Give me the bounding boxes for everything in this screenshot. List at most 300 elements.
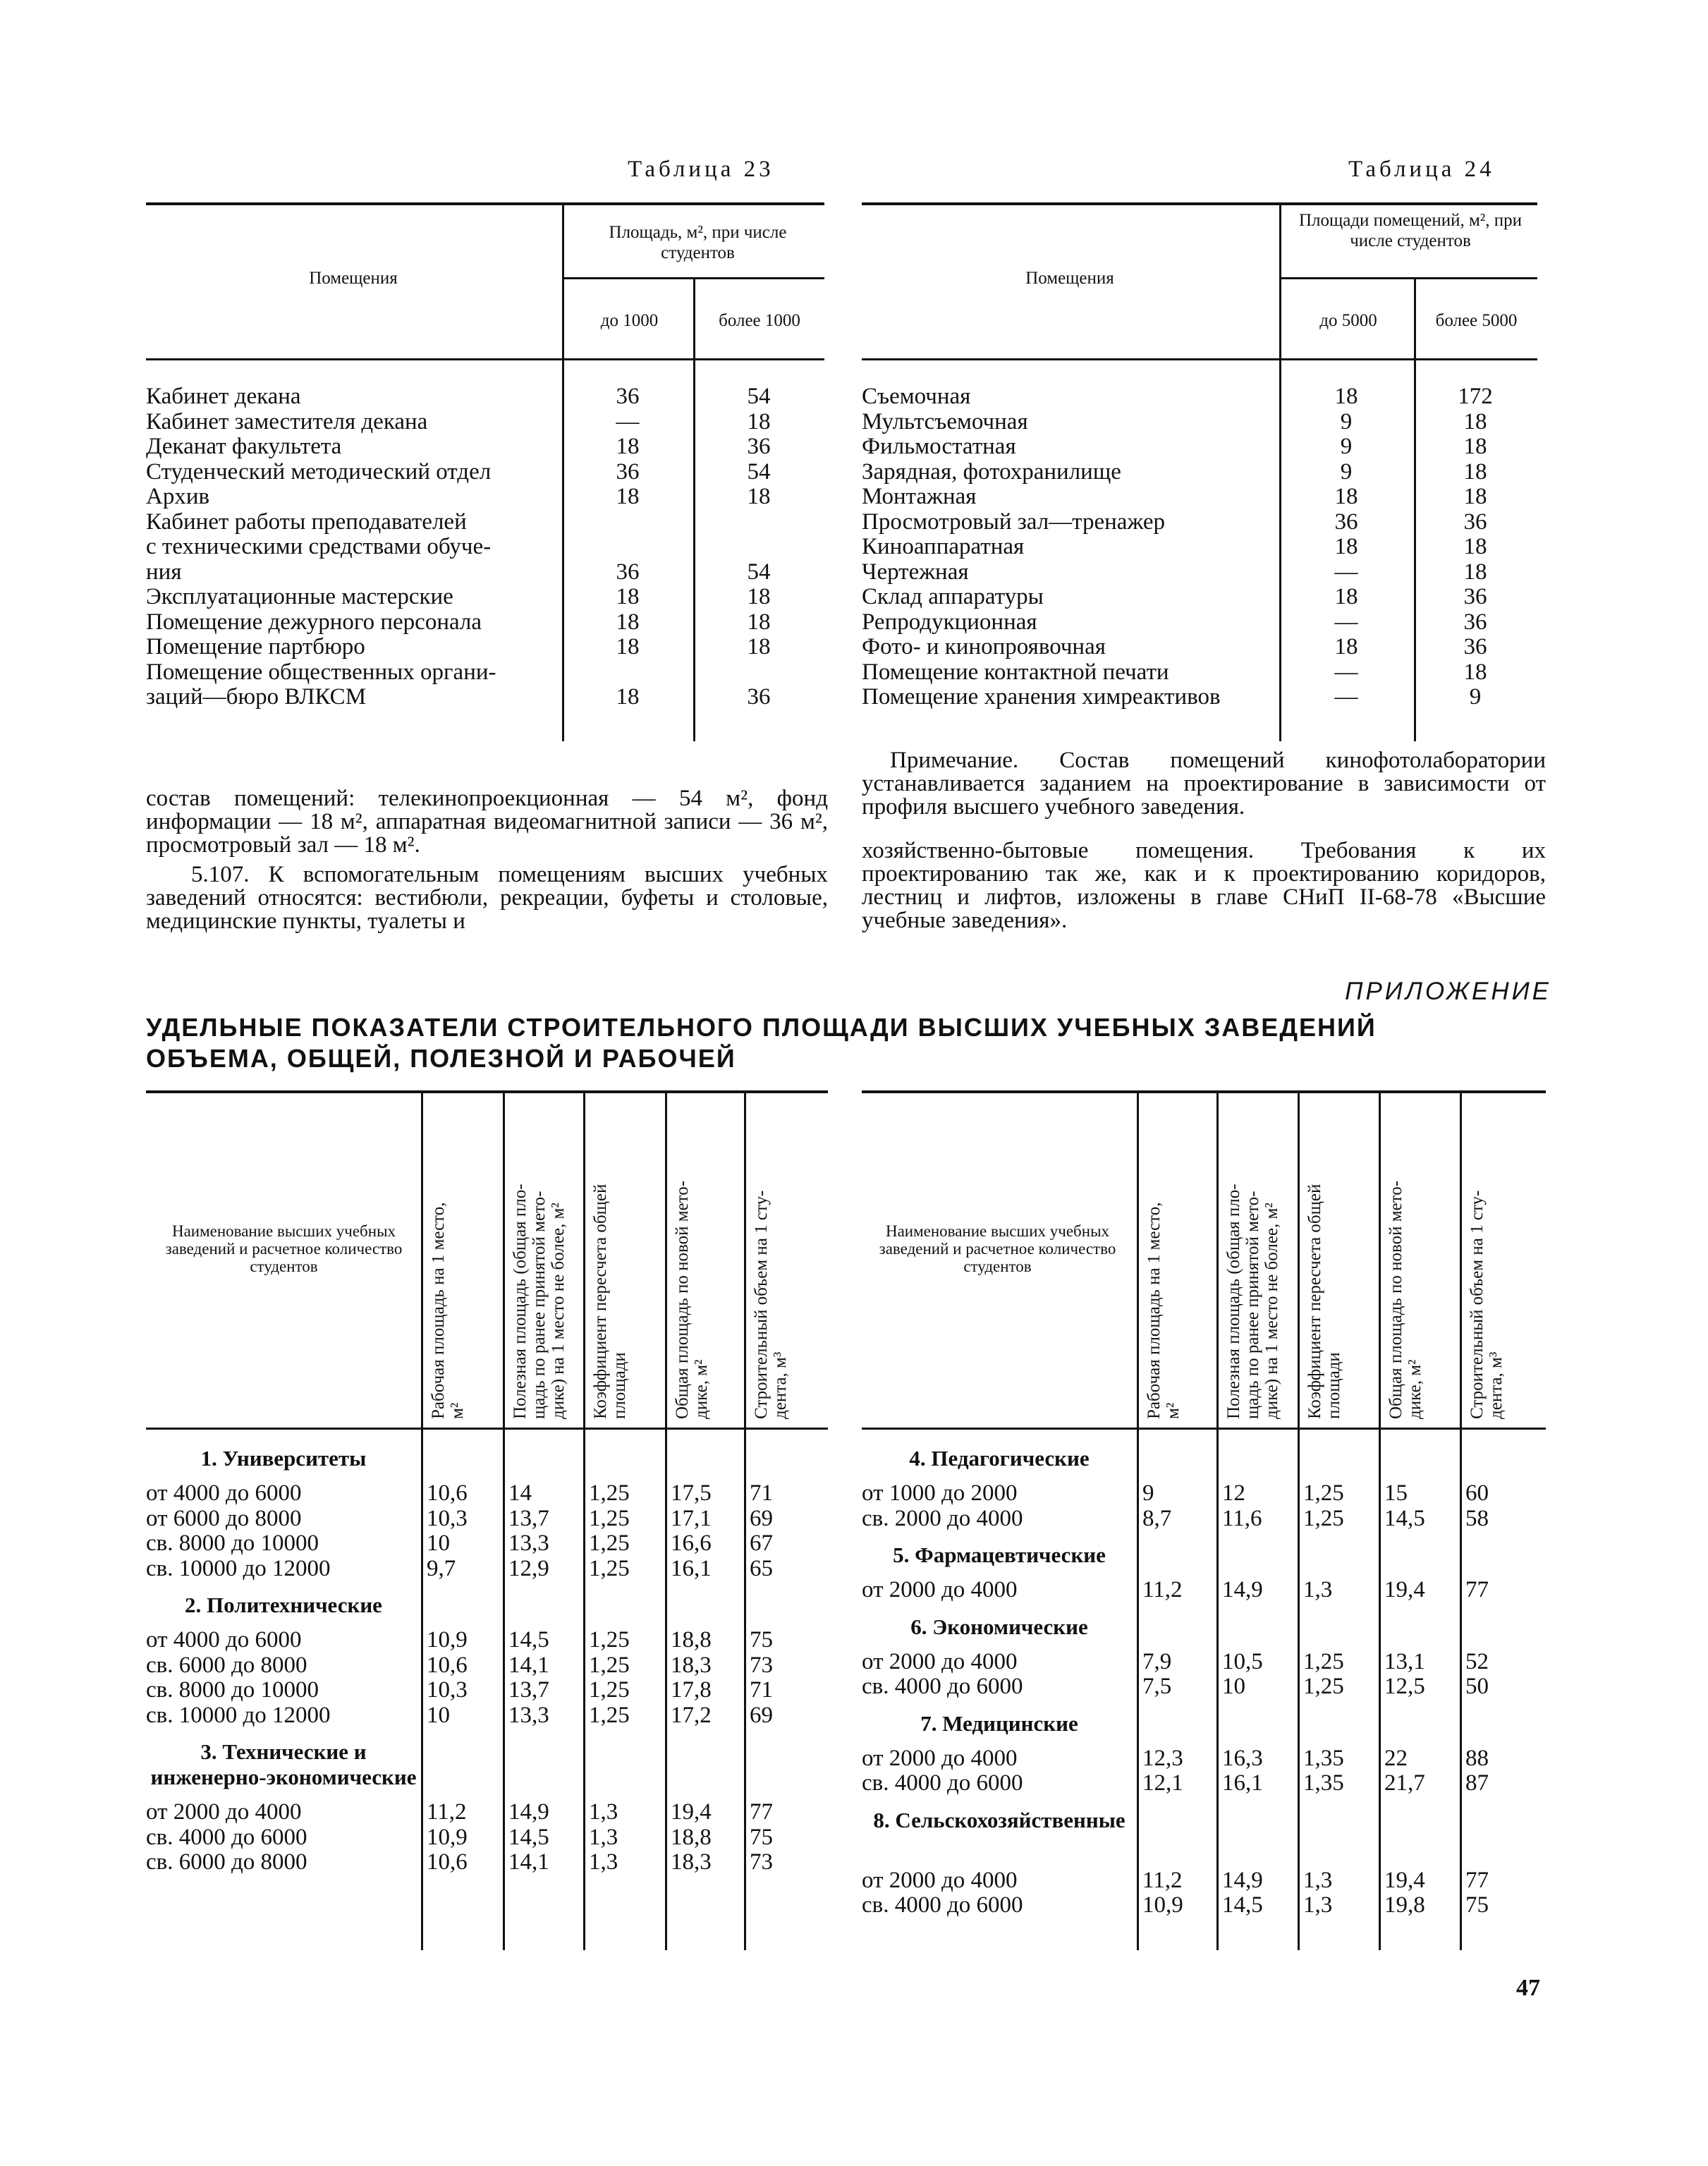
cell-value: 69 <box>750 1702 773 1728</box>
section-heading: 1. Университеты <box>200 1446 367 1471</box>
page-number: 47 <box>1516 1975 1540 2001</box>
cell-value: 13,3 <box>508 1702 549 1728</box>
value-a: 36 <box>1334 509 1358 535</box>
room-name: Чертежная <box>862 559 969 585</box>
cell-value: 1,3 <box>1303 1892 1333 1918</box>
room-name: Кабинет заместителя декана <box>146 409 428 434</box>
cell-value: 14,9 <box>1222 1867 1263 1893</box>
room-name: Помещение дежурного персонала <box>146 609 482 635</box>
cell-value: 1,3 <box>589 1824 618 1850</box>
column-divider <box>1460 1093 1462 1950</box>
row-name: от 1000 до 2000 <box>862 1480 1018 1506</box>
table23-col-room: Помещения <box>309 269 398 288</box>
cell-value: 1,25 <box>589 1480 630 1506</box>
header-line: Рабочая площадь на 1 место, <box>429 1202 448 1419</box>
value-a: 36 <box>616 559 640 585</box>
table-row <box>862 460 1537 485</box>
table-row <box>862 560 1537 585</box>
cell-value: 77 <box>750 1799 773 1825</box>
value-b: 54 <box>747 458 771 485</box>
row-name: св. 6000 до 8000 <box>146 1849 307 1875</box>
row-name: св. 4000 до 6000 <box>862 1674 1023 1699</box>
appendix-title-line2: ОБЪЕМА, ОБЩЕЙ, ПОЛЕЗНОЙ И РАБОЧЕЙ <box>146 1044 736 1073</box>
table-row <box>862 384 1537 410</box>
room-name: Монтажная <box>862 485 977 509</box>
cell-value: 75 <box>1465 1892 1489 1918</box>
cell-value: 77 <box>1465 1867 1489 1893</box>
header-line: Коэффициент пересчета общей <box>591 1184 610 1419</box>
row-name: от 4000 до 6000 <box>146 1627 302 1653</box>
cell-value: 75 <box>750 1627 773 1653</box>
cell-value: 69 <box>750 1505 773 1531</box>
row-name: от 2000 до 4000 <box>146 1799 302 1825</box>
appendix-title-line1: УДЕЛЬНЫЕ ПОКАЗАТЕЛИ СТРОИТЕЛЬНОГО ПЛОЩАДИ ВЫСШИХ УЧЕБНЫХ ЗАВЕДЕНИЙ <box>146 1013 1377 1042</box>
value-a: 9 <box>1340 458 1353 485</box>
cell-value: 52 <box>1465 1648 1489 1674</box>
cell-value: 14,9 <box>508 1799 549 1825</box>
table-row <box>146 635 824 660</box>
cell-value: 1,25 <box>1303 1480 1344 1506</box>
cell-value: 10,3 <box>427 1505 468 1531</box>
cell-value: 13,7 <box>508 1677 549 1703</box>
value-a: 18 <box>1334 384 1358 409</box>
column-divider <box>1379 1093 1381 1950</box>
cell-value: 10 <box>1222 1674 1245 1699</box>
column-divider <box>1216 1093 1219 1950</box>
room-name: Кабинет работы преподавателей <box>146 509 467 535</box>
value-b: 18 <box>1463 534 1487 559</box>
table-row <box>146 510 824 535</box>
value-b: 18 <box>1463 434 1487 459</box>
cell-value: 10,6 <box>427 1652 468 1678</box>
section-heading: 7. Медицинские <box>920 1710 1078 1736</box>
value-a: 18 <box>616 584 640 609</box>
section-heading: 6. Экономические <box>910 1614 1088 1639</box>
room-name: ния <box>146 559 182 585</box>
table-row <box>862 685 1537 710</box>
cell-value: 11,6 <box>1222 1505 1262 1531</box>
value-b: 18 <box>1463 659 1487 685</box>
cell-value: 1,3 <box>589 1799 618 1825</box>
cell-value: 10,9 <box>427 1627 468 1653</box>
appx-right-header-rule <box>862 1428 1546 1430</box>
table-row <box>862 535 1537 560</box>
cell-value: 18,8 <box>671 1627 712 1653</box>
room-name: с техническими средствами обуче- <box>146 535 492 559</box>
cell-value: 16,1 <box>671 1555 712 1581</box>
value-a: 18 <box>1334 534 1358 559</box>
row-name: от 2000 до 4000 <box>862 1867 1018 1893</box>
value-b <box>693 510 824 535</box>
table23-col-group: Площадь, м², при числе студентов <box>609 223 787 262</box>
cell-value: 10,9 <box>1142 1892 1183 1918</box>
rotated-col-header <box>673 1102 711 1419</box>
cell-value: 1,25 <box>589 1555 630 1581</box>
cell-value: 73 <box>750 1652 773 1678</box>
cell-value: 10,3 <box>427 1677 468 1703</box>
cell-value: 1,3 <box>1303 1867 1333 1893</box>
cell-value: 14 <box>508 1480 532 1506</box>
cell-value: 11,2 <box>427 1799 467 1825</box>
header-line: дента, м³ <box>1487 1351 1506 1419</box>
cell-value: 12,9 <box>508 1555 549 1581</box>
table-row <box>862 635 1537 660</box>
room-name: Эксплуатационные мастерские <box>146 585 453 609</box>
cell-value: 19,4 <box>671 1799 712 1825</box>
appx-right-name-col: Наименование высших учебных заведений и расчетное количество студентов <box>879 1222 1116 1275</box>
cell-value: 1,25 <box>589 1531 630 1556</box>
cell-value: 1,35 <box>1303 1770 1344 1796</box>
table-row <box>146 460 824 485</box>
value-b: 9 <box>1469 684 1482 710</box>
section-heading: 2. Политехнические <box>185 1593 382 1617</box>
cell-value: 71 <box>750 1677 773 1703</box>
section-heading: 4. Педагогические <box>909 1446 1090 1471</box>
value-b: 36 <box>1463 634 1487 659</box>
value-b: 18 <box>747 408 771 434</box>
cell-value: 13,3 <box>508 1531 549 1556</box>
table-row <box>862 610 1537 635</box>
appx-right-top-rule <box>862 1090 1546 1093</box>
cell-value: 8,7 <box>1142 1505 1172 1531</box>
row-name: св. 10000 до 12000 <box>146 1702 331 1728</box>
header-line: Строительный объем на 1 сту- <box>752 1190 771 1419</box>
cell-value: 1,25 <box>589 1702 630 1728</box>
cell-value: 10,6 <box>427 1480 468 1506</box>
cell-value: 10,5 <box>1222 1648 1263 1674</box>
cell-value: 7,5 <box>1142 1674 1172 1699</box>
table-row <box>862 410 1537 435</box>
cell-value: 10 <box>427 1702 450 1728</box>
cell-value: 14,9 <box>1222 1577 1263 1602</box>
rotated-col-header <box>1224 1102 1281 1419</box>
cell-value: 14,5 <box>1384 1505 1425 1531</box>
row-name: св. 4000 до 6000 <box>146 1824 307 1850</box>
row-name: от 2000 до 4000 <box>862 1745 1018 1771</box>
header-line: Полезная площадь (общая пло- <box>1224 1184 1243 1419</box>
table24-col-room: Помещения <box>1025 269 1114 288</box>
value-b: 18 <box>747 634 771 659</box>
value-a: 36 <box>616 384 640 409</box>
value-a: — <box>1334 659 1358 685</box>
column-divider <box>1298 1093 1300 1950</box>
room-name: Деканат факультета <box>146 434 342 459</box>
value-b: 18 <box>747 609 771 635</box>
cell-value: 16,1 <box>1222 1770 1263 1796</box>
cell-value: 18,3 <box>671 1849 712 1875</box>
table-row <box>146 685 824 710</box>
cell-value: 1,25 <box>589 1677 630 1703</box>
value-b: 18 <box>1463 559 1487 585</box>
table-row <box>862 434 1537 460</box>
column-divider <box>665 1093 667 1950</box>
section-heading: 8. Сельскохозяйственные <box>873 1807 1126 1832</box>
value-b: 36 <box>747 434 771 459</box>
cell-value: 10,9 <box>427 1824 468 1850</box>
room-name: Склад аппаратуры <box>862 585 1044 609</box>
row-name: от 6000 до 8000 <box>146 1505 302 1531</box>
cell-value: 7,9 <box>1142 1648 1172 1674</box>
cell-value: 67 <box>750 1531 773 1556</box>
value-a: — <box>1334 559 1358 585</box>
row-name: св. 8000 до 10000 <box>146 1531 319 1556</box>
cell-value: 16,3 <box>1222 1745 1263 1771</box>
table23-col-a: до 1000 <box>600 311 659 330</box>
right-paragraph: хозяйственно-бытовые помещения. Требования к их проектированию так же, как и к проектированию коридоров, лестниц и лифтов, изложены в главе СНиП II-68-78 «Высшие учебные заведения». <box>862 838 1546 933</box>
cell-value: 19,4 <box>1384 1577 1425 1602</box>
cell-value: 18,8 <box>671 1824 712 1850</box>
cell-value: 58 <box>1465 1505 1489 1531</box>
room-name: Кабинет декана <box>146 384 301 409</box>
table-row <box>146 485 824 510</box>
cell-value: 12,3 <box>1142 1745 1183 1771</box>
table24-sub-rule <box>1281 277 1537 279</box>
value-b: 18 <box>1463 484 1487 509</box>
note-paragraph: Примечание. Состав помещений кинофотолаборатории устанавливается заданием на проектирование в зависимости от профиля высшего учебного заведения. <box>862 748 1546 820</box>
header-line: щадь по ранее принятой мето- <box>530 1191 549 1419</box>
value-a: 18 <box>1334 634 1358 659</box>
appendix-label: ПРИЛОЖЕНИЕ <box>1345 978 1551 1005</box>
room-name: Репродукционная <box>862 609 1037 635</box>
value-a: 18 <box>1334 484 1358 509</box>
table-row <box>146 585 824 610</box>
header-line: дике, м² <box>692 1359 711 1419</box>
left-paragraph-2: 5.107. К вспомогательным помещениям высших учебных заведений относятся: вестибюли, рекреации, буфеты и столовые, медицинские пункты, туалеты и <box>146 862 828 934</box>
room-name: Помещение партбюро <box>146 635 365 659</box>
value-b: 36 <box>1463 584 1487 609</box>
table24-col-group: Площади помещений, м², при числе студентов <box>1298 211 1523 250</box>
cell-value: 17,8 <box>671 1677 712 1703</box>
value-a <box>562 510 693 535</box>
room-name: заций—бюро ВЛКСМ <box>146 685 367 710</box>
cell-value: 17,1 <box>671 1505 712 1531</box>
header-line: дике) на 1 место не более, м² <box>1262 1203 1281 1419</box>
column-divider <box>1137 1093 1139 1950</box>
rotated-col-header <box>429 1102 467 1419</box>
cell-value: 60 <box>1465 1480 1489 1506</box>
cell-value: 16,6 <box>671 1531 712 1556</box>
cell-value: 21,7 <box>1384 1770 1425 1796</box>
table24-header-rule <box>862 358 1537 360</box>
row-name: от 4000 до 6000 <box>146 1480 302 1506</box>
cell-value: 9,7 <box>427 1555 456 1581</box>
cell-value: 19,8 <box>1384 1892 1425 1918</box>
value-b: 54 <box>747 384 771 409</box>
cell-value: 1,35 <box>1303 1745 1344 1771</box>
appx-left-name-col: Наименование высших учебных заведений и расчетное количество студентов <box>165 1222 403 1275</box>
column-divider <box>421 1093 423 1950</box>
header-line: дике) на 1 место не более, м² <box>549 1203 568 1419</box>
cell-value: 9 <box>1142 1480 1154 1506</box>
row-name: св. 2000 до 4000 <box>862 1505 1023 1531</box>
cell-value: 1,25 <box>1303 1674 1344 1699</box>
value-a: 18 <box>1334 584 1358 609</box>
value-a: 18 <box>616 609 640 635</box>
header-line: Общая площадь по новой мето- <box>1386 1180 1405 1419</box>
rotated-col-header <box>1386 1102 1425 1419</box>
value-a: 9 <box>1340 408 1353 434</box>
cell-value: 1,3 <box>1303 1577 1333 1602</box>
header-line: Коэффициент пересчета общей <box>1305 1184 1324 1419</box>
row-name: св. 6000 до 8000 <box>146 1652 307 1678</box>
cell-value: 10,6 <box>427 1849 468 1875</box>
cell-value: 12,5 <box>1384 1674 1425 1699</box>
value-a: 36 <box>616 458 640 485</box>
value-a: 9 <box>1340 434 1353 459</box>
value-a: 18 <box>616 484 640 509</box>
cell-value: 88 <box>1465 1745 1489 1771</box>
header-line: площади <box>1324 1352 1343 1419</box>
table23-header-rule <box>146 358 824 360</box>
value-a: 18 <box>616 434 640 459</box>
cell-value: 11,2 <box>1142 1867 1183 1893</box>
header-line: площади <box>610 1352 629 1419</box>
section-heading: 5. Фармацевтические <box>893 1543 1106 1567</box>
cell-value: 22 <box>1384 1745 1408 1771</box>
table-row <box>146 610 824 635</box>
cell-value: 1,25 <box>589 1505 630 1531</box>
table-row <box>862 510 1537 535</box>
header-line: Общая площадь по новой мето- <box>673 1180 692 1419</box>
table23-body <box>146 384 824 710</box>
table-row <box>146 660 824 686</box>
row-name: от 2000 до 4000 <box>862 1648 1018 1674</box>
column-divider <box>744 1093 746 1950</box>
cell-value: 18,3 <box>671 1652 712 1678</box>
value-b: 36 <box>747 684 771 710</box>
cell-value: 1,25 <box>589 1627 630 1653</box>
cell-value: 10 <box>427 1531 450 1556</box>
column-divider <box>583 1093 585 1950</box>
cell-value: 14,5 <box>508 1824 549 1850</box>
header-line: м² <box>448 1402 467 1419</box>
cell-value: 71 <box>750 1480 773 1506</box>
rotated-col-header <box>511 1102 568 1419</box>
room-name: Студенческий методический отдел <box>146 459 492 485</box>
cell-value: 13,1 <box>1384 1648 1425 1674</box>
value-b <box>693 660 824 686</box>
cell-value: 17,5 <box>671 1480 712 1506</box>
room-name: Архив <box>146 485 210 509</box>
value-a <box>562 535 693 560</box>
table23-top-rule <box>146 202 824 205</box>
room-name: Помещение контактной печати <box>862 659 1169 685</box>
row-name: от 2000 до 4000 <box>862 1577 1018 1602</box>
cell-value: 14,5 <box>508 1627 549 1653</box>
room-name: Фильмостатная <box>862 434 1016 459</box>
row-name: св. 10000 до 12000 <box>146 1555 331 1581</box>
table23-col-b: более 1000 <box>719 311 800 330</box>
row-name: св. 4000 до 6000 <box>862 1770 1023 1796</box>
room-name: Помещение хранения химреактивов <box>862 685 1221 710</box>
header-line: дента, м³ <box>771 1351 790 1419</box>
appx-left-header-rule <box>146 1428 828 1430</box>
value-a: — <box>1334 609 1358 635</box>
cell-value: 1,3 <box>589 1849 618 1875</box>
cell-value: 11,2 <box>1142 1577 1183 1602</box>
value-b: 18 <box>1463 458 1487 485</box>
value-a: 18 <box>616 634 640 659</box>
cell-value: 12,1 <box>1142 1770 1183 1796</box>
cell-value: 19,4 <box>1384 1867 1425 1893</box>
table-row <box>146 410 824 435</box>
table-row <box>146 535 824 560</box>
rotated-col-header <box>591 1102 629 1419</box>
row-name: св. 4000 до 6000 <box>862 1892 1023 1918</box>
room-name: Мультсъемочная <box>862 409 1028 434</box>
value-b: 172 <box>1458 384 1493 409</box>
table24-caption: Таблица 24 <box>1348 157 1495 182</box>
value-a: — <box>616 408 640 434</box>
cell-value: 17,2 <box>671 1702 712 1728</box>
cell-value: 1,25 <box>589 1652 630 1678</box>
cell-value: 87 <box>1465 1770 1489 1796</box>
value-b: 36 <box>1463 609 1487 635</box>
rotated-col-header <box>1468 1102 1506 1419</box>
cell-value: 15 <box>1384 1480 1408 1506</box>
cell-value: 50 <box>1465 1674 1489 1699</box>
section-heading: 3. Технические и инженерно-экономические <box>150 1739 417 1789</box>
value-a: 18 <box>616 684 640 710</box>
column-divider <box>503 1093 505 1950</box>
value-b: 18 <box>1463 408 1487 434</box>
rotated-col-header <box>1305 1102 1343 1419</box>
cell-value: 1,25 <box>1303 1505 1344 1531</box>
room-name: Помещение общественных органи- <box>146 659 496 685</box>
rotated-col-header <box>1145 1102 1183 1419</box>
table-row <box>146 434 824 460</box>
header-line: дике, м² <box>1405 1359 1425 1419</box>
header-line: Полезная площадь (общая пло- <box>511 1184 530 1419</box>
room-name: Съемочная <box>862 384 971 409</box>
cell-value: 14,5 <box>1222 1892 1263 1918</box>
cell-value: 75 <box>750 1824 773 1850</box>
header-line: м² <box>1164 1402 1183 1419</box>
room-name: Киноаппаратная <box>862 535 1025 559</box>
value-a: — <box>1334 684 1358 710</box>
table-row <box>146 384 824 410</box>
table-row <box>862 660 1537 686</box>
rotated-col-header <box>752 1102 790 1419</box>
row-name: св. 8000 до 10000 <box>146 1677 319 1703</box>
value-b: 18 <box>747 484 771 509</box>
appx-left-top-rule <box>146 1090 828 1093</box>
cell-value: 77 <box>1465 1577 1489 1602</box>
header-line: Рабочая площадь на 1 место, <box>1145 1202 1164 1419</box>
cell-value: 1,25 <box>1303 1648 1344 1674</box>
value-b: 54 <box>747 559 771 585</box>
table24-body <box>862 384 1537 710</box>
table24-col-a: до 5000 <box>1319 311 1377 330</box>
left-paragraph-1: состав помещений: телекинопроекционная — 54 м², фонд информации — 18 м², аппаратная видеомагнитной записи — 36 м², просмотровый зал — 18 м². <box>146 786 828 858</box>
table24-top-rule <box>862 202 1537 205</box>
value-b: 18 <box>747 584 771 609</box>
table-row <box>146 560 824 585</box>
cell-value: 13,7 <box>508 1505 549 1531</box>
table-row <box>862 485 1537 510</box>
room-name: Зарядная, фотохранилище <box>862 459 1121 485</box>
table24-col-b: более 5000 <box>1435 311 1518 330</box>
cell-value: 73 <box>750 1849 773 1875</box>
value-b: 36 <box>1463 509 1487 535</box>
header-line: Строительный объем на 1 сту- <box>1468 1190 1487 1419</box>
header-line: щадь по ранее принятой мето- <box>1243 1191 1262 1419</box>
room-name: Фото- и кинопроявочная <box>862 635 1106 659</box>
cell-value: 14,1 <box>508 1849 549 1875</box>
value-b <box>693 535 824 560</box>
cell-value: 65 <box>750 1555 773 1581</box>
value-a <box>562 660 693 686</box>
